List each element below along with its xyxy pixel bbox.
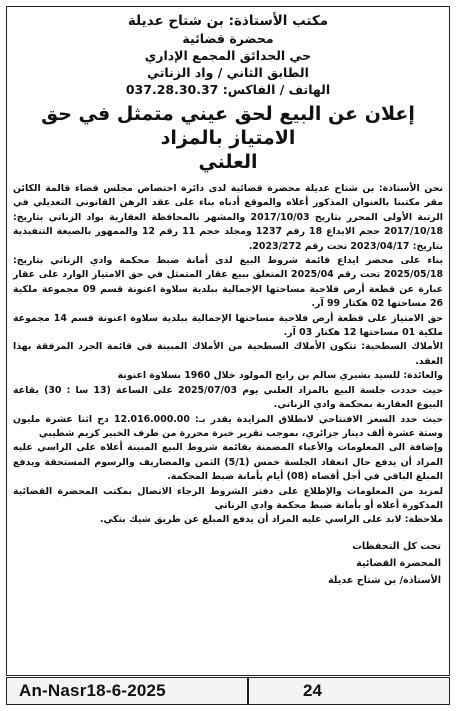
body-paragraph: الأملاك السطحية: تتكون الأملاك السطحية من الأملاك المبينة في قائمة الجرد المرفقة بهذا العقد. (13, 341, 443, 367)
source-date: An-Nasr18-6-2025 (19, 681, 166, 700)
title-line-2: العلني (198, 151, 258, 173)
office-address-2: الطابق الثاني / واد الزناتي (147, 65, 309, 80)
body-paragraph: والعائدة: للسيد بشيري سالم بن رابح المولود خلال 1960 بسلاوة اعنونة (117, 370, 443, 382)
office-address-1: حي الحدائق المجمع الإداري (144, 48, 312, 63)
announcement-title (13, 102, 443, 174)
body-paragraph: حق الامتياز على قطعة أرض فلاحية مساحتها الإجمالية ببلدية سلاوة اعنونة قسم 14 مجموعة ملكية 01 مساحتها 12 هكتار 03 آر. (13, 312, 444, 339)
announcement-frame (6, 6, 450, 676)
signature-block (13, 538, 443, 589)
signature-role: المحضرة القضائية (356, 557, 441, 569)
body-paragraph: لمزيد من المعلومات والإطلاع على دفتر الشروط الرجاء الاتصال بمكتب المحضرة القضائية المذكورة أعلاه أو بأمانة ضبط محكمة وادي الزناتي (13, 485, 443, 511)
body-paragraph: ملاحظة: لابد على الراسي عليه المزاد أن يدفع المبلغ عن طريق شيك بنكي. (99, 514, 443, 526)
office-header (13, 13, 443, 98)
office-role: محضرة قضائية (182, 31, 274, 46)
signature-name: الأستاذة/ بن شتاح عديلة (327, 574, 441, 586)
body-paragraph: حيث حدد السعر الافتتاحي لانطلاق المزايدة يقدر بـ: 12.016.000.00 دج اثنا عشرة مليون وستة عشرة ألف دينار جزائري، بموجب تقرير خبرة محررة من طرف الخبير كريم شطيبي (13, 413, 443, 439)
footer-divider (247, 678, 249, 704)
body-paragraph: بناء على محضر ايداع قائمة شروط البيع لدى أمانة ضبط محكمة وادي الزناتي بتاريخ: 2025/05/18 تحت رقم 2025/04 المتعلق ببيع عقار المتمثل في حق الامتياز الوارد على عقار عبارة عن قطعة أرض فلاحية مساحتها الإجمالية ببلدية سلاوة اعنونة قسم 09 مجموعة ملكية 26 مساحتها 02 هكتار 99 آر. (13, 255, 443, 310)
office-name: مكتب الأستاذة: بن شتاح عديلة (127, 13, 329, 29)
office-phone: الهاتف / الفاكس: 037.28.30.37 (125, 82, 331, 97)
signature-reservation: تحت كل التحفظات (352, 540, 441, 552)
body-paragraph: نحن الأستاذة: بن شتاح عديلة محضرة قضائية لدى دائرة اختصاص مجلس قضاء قالمة الكائن مقر مكتبنا بالعنوان المذكور أعلاه والموقع أدناه بناء على عقد الرهن القانوني التعديلي في الرتبة الأولى المحرر بتاريخ 2017/10/03 والمشهر بالمحافظة العقارية بواد الزناتي بتاريخ: 2017/10/18 حجم الايداع 18 رقم 1237 ومجلد حجم 11 رقم 12 والممهور بالصيغة التنفيذية بتاريخ: 2023/04/17 تحت رقم 2023/272. (13, 183, 443, 252)
body-paragraph: وإضافة الى المعلومات والأعباء المضمنة بقائمة شروط البيع المبينة أعلاه على الراسي عليه المزاد أن يدفع حال انعقاد الجلسة خمس (5/1) الثمن والمصاريف والرسوم المستحقة ويدفع المبلغ الباقي في أجل أقصاه (08) أيام بأمانة ضبط المحكمة. (13, 442, 443, 483)
page-number: 24 (303, 681, 322, 700)
title-line-1: إعلان عن البيع لحق عيني متمثل في حق الامتياز بالمزاد (41, 103, 415, 149)
body-paragraph: حيث حددت جلسة البيع بالمزاد العلني يوم 2025/07/03 على الساعة (13 سا : 30) بقاعة البيوع العقارية بمحكمة وادي الزناتي. (13, 384, 443, 411)
announcement-body (13, 182, 443, 528)
newspaper-footer (6, 677, 450, 705)
